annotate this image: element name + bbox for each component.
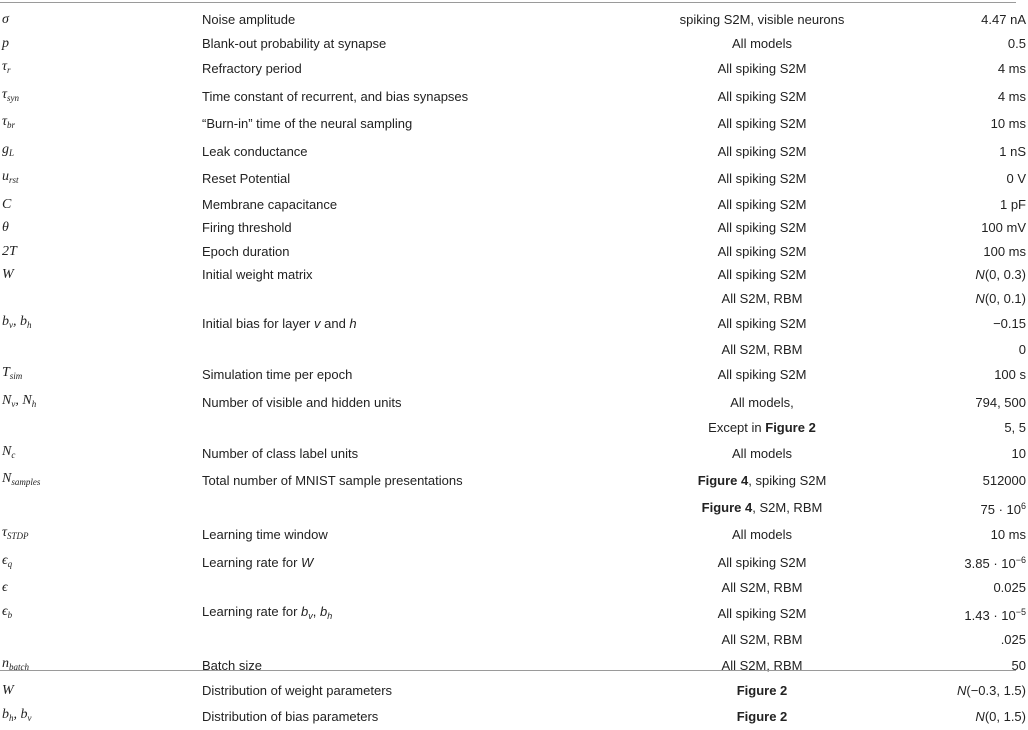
parameter-value: 100 ms — [912, 240, 1028, 264]
parameter-model: Figure 4, spiking S2M — [602, 467, 912, 495]
parameter-description: Distribution of bias parameters — [202, 703, 602, 730]
parameter-symbol: $\tau_{br}$ — [0, 110, 202, 138]
table-row — [0, 628, 1028, 652]
parameter-description — [202, 287, 602, 311]
table-row — [0, 495, 1028, 522]
table-row — [0, 287, 1028, 311]
parameter-symbol — [0, 628, 202, 652]
table-row — [0, 549, 1028, 577]
parameter-description: Number of visible and hidden units — [202, 389, 602, 417]
parameter-description: Time constant of recurrent, and bias synapses — [202, 83, 602, 111]
table-row — [0, 263, 1028, 287]
parameter-value: 100 mV — [912, 216, 1028, 240]
parameter-symbol: $n_{batch}$ — [0, 652, 202, 680]
parameter-model: Except in Figure 2 — [602, 416, 912, 440]
parameter-model: Figure 2 — [602, 703, 912, 730]
parameter-symbol — [0, 416, 202, 440]
table-row — [0, 310, 1028, 338]
parameter-value: −0.15 — [912, 310, 1028, 338]
parameter-symbol: p — [0, 32, 202, 56]
parameter-model: Figure 2 — [602, 679, 912, 703]
parameter-value: 10 ms — [912, 521, 1028, 549]
parameter-symbol: 2T — [0, 240, 202, 264]
parameter-model: All models — [602, 32, 912, 56]
table-row — [0, 440, 1028, 468]
table-row — [0, 338, 1028, 362]
parameter-value: 5, 5 — [912, 416, 1028, 440]
parameter-model: Figure 4, S2M, RBM — [602, 495, 912, 522]
parameter-symbol — [0, 338, 202, 362]
table-row — [0, 361, 1028, 389]
parameter-description: Learning rate for $b_v$, $b_h$ — [202, 600, 602, 629]
parameter-symbol: $b_v$, $b_h$ — [0, 310, 202, 338]
parameter-symbol: $\tau_{syn}$ — [0, 83, 202, 111]
parameter-value: $3.85 \cdot 10^{-6}$ — [912, 549, 1028, 577]
parameter-description — [202, 628, 602, 652]
parameter-model: All spiking S2M — [602, 263, 912, 287]
parameter-symbol: $u_{rst}$ — [0, 165, 202, 193]
parameter-value: 0 V — [912, 165, 1028, 193]
parameter-symbol: $T_{sim}$ — [0, 361, 202, 389]
parameter-symbol: W — [0, 679, 202, 703]
parameter-symbol: σ — [0, 8, 202, 32]
parameter-description: Membrane capacitance — [202, 193, 602, 217]
parameter-symbol: $\tau_{STDP}$ — [0, 521, 202, 549]
parameter-model: All spiking S2M — [602, 110, 912, 138]
parameter-description: Refractory period — [202, 55, 602, 83]
parameter-description: Blank-out probability at synapse — [202, 32, 602, 56]
parameter-description — [202, 576, 602, 600]
parameter-symbol: W — [0, 263, 202, 287]
parameter-symbol: θ — [0, 216, 202, 240]
parameter-model: All models, — [602, 389, 912, 417]
parameter-value: 0 — [912, 338, 1028, 362]
parameter-value: 4 ms — [912, 83, 1028, 111]
parameter-value: 0.025 — [912, 576, 1028, 600]
parameter-value: 4 ms — [912, 55, 1028, 83]
parameter-description: “Burn-in” time of the neural sampling — [202, 110, 602, 138]
parameter-symbol — [0, 287, 202, 311]
parameter-value: $1.43 \cdot 10^{-5}$ — [912, 600, 1028, 629]
parameter-model: All S2M, RBM — [602, 652, 912, 680]
parameter-symbol: $b_h$, $b_v$ — [0, 703, 202, 730]
parameter-description: Noise amplitude — [202, 8, 602, 32]
top-rule — [0, 2, 1016, 3]
parameter-value: 10 ms — [912, 110, 1028, 138]
table-row — [0, 416, 1028, 440]
parameter-symbol: $\epsilon_b$ — [0, 600, 202, 629]
parameter-value: 10 — [912, 440, 1028, 468]
parameter-value: N(0, 0.3) — [912, 263, 1028, 287]
parameter-description — [202, 338, 602, 362]
parameter-value: N(0, 1.5) — [912, 703, 1028, 730]
parameter-value: 512000 — [912, 467, 1028, 495]
parameter-description: Initial weight matrix — [202, 263, 602, 287]
parameter-value: $75 \cdot 10^6$ — [912, 495, 1028, 522]
table-row — [0, 8, 1028, 32]
parameter-value: 100 s — [912, 361, 1028, 389]
parameter-description — [202, 416, 602, 440]
parameter-model: All S2M, RBM — [602, 576, 912, 600]
parameter-model: All spiking S2M — [602, 83, 912, 111]
parameter-description: Simulation time per epoch — [202, 361, 602, 389]
bottom-rule — [0, 670, 1016, 671]
table-row — [0, 216, 1028, 240]
parameter-description: Firing threshold — [202, 216, 602, 240]
table-row — [0, 32, 1028, 56]
parameter-description: Batch size — [202, 652, 602, 680]
table-row — [0, 576, 1028, 600]
parameter-symbol: ϵ — [0, 576, 202, 600]
parameter-symbol: $g_L$ — [0, 138, 202, 166]
parameter-model: All spiking S2M — [602, 240, 912, 264]
table-row — [0, 652, 1028, 680]
parameter-model: All spiking S2M — [602, 138, 912, 166]
parameter-model: All spiking S2M — [602, 193, 912, 217]
parameter-model: All S2M, RBM — [602, 338, 912, 362]
table-row — [0, 193, 1028, 217]
parameter-description: Initial bias for layer v and h — [202, 310, 602, 338]
parameter-model: spiking S2M, visible neurons — [602, 8, 912, 32]
table-row — [0, 165, 1028, 193]
table-row — [0, 138, 1028, 166]
parameter-description: Total number of MNIST sample presentations — [202, 467, 602, 495]
parameter-model: All spiking S2M — [602, 55, 912, 83]
parameter-model: All spiking S2M — [602, 361, 912, 389]
table-row — [0, 600, 1028, 629]
parameter-value: 794, 500 — [912, 389, 1028, 417]
parameter-symbol: $\tau_r$ — [0, 55, 202, 83]
parameter-symbol: $N_{samples}$ — [0, 467, 202, 495]
parameter-model: All models — [602, 521, 912, 549]
parameter-symbol: C — [0, 193, 202, 217]
parameter-model: All models — [602, 440, 912, 468]
table-row — [0, 83, 1028, 111]
parameter-value: N(−0.3, 1.5) — [912, 679, 1028, 703]
parameter-model: All spiking S2M — [602, 310, 912, 338]
parameter-model: All S2M, RBM — [602, 628, 912, 652]
parameter-model: All S2M, RBM — [602, 287, 912, 311]
parameter-description: Reset Potential — [202, 165, 602, 193]
parameter-model: All spiking S2M — [602, 549, 912, 577]
parameter-value: N(0, 0.1) — [912, 287, 1028, 311]
table-row — [0, 110, 1028, 138]
table-row — [0, 55, 1028, 83]
parameter-description: Distribution of weight parameters — [202, 679, 602, 703]
parameter-value: 1 nS — [912, 138, 1028, 166]
parameter-value: 4.47 nA — [912, 8, 1028, 32]
table-row — [0, 703, 1028, 730]
parameter-description: Epoch duration — [202, 240, 602, 264]
parameter-description: Learning time window — [202, 521, 602, 549]
parameter-symbol — [0, 495, 202, 522]
parameter-symbol: $\epsilon_q$ — [0, 549, 202, 577]
parameter-table-body — [0, 8, 1028, 730]
parameter-model: All spiking S2M — [602, 216, 912, 240]
parameter-description — [202, 495, 602, 522]
parameter-model: All spiking S2M — [602, 165, 912, 193]
parameter-symbol: $N_c$ — [0, 440, 202, 468]
parameter-description: Leak conductance — [202, 138, 602, 166]
parameter-table — [0, 8, 1028, 730]
parameter-value: 0.5 — [912, 32, 1028, 56]
parameter-description: Learning rate for W — [202, 549, 602, 577]
table-row — [0, 240, 1028, 264]
table-row — [0, 389, 1028, 417]
parameter-model: All spiking S2M — [602, 600, 912, 629]
parameter-value: .025 — [912, 628, 1028, 652]
table-row — [0, 467, 1028, 495]
parameter-description: Number of class label units — [202, 440, 602, 468]
table-row — [0, 679, 1028, 703]
parameter-value: 50 — [912, 652, 1028, 680]
parameter-value: 1 pF — [912, 193, 1028, 217]
table-row — [0, 521, 1028, 549]
parameter-symbol: $N_v$, $N_h$ — [0, 389, 202, 417]
